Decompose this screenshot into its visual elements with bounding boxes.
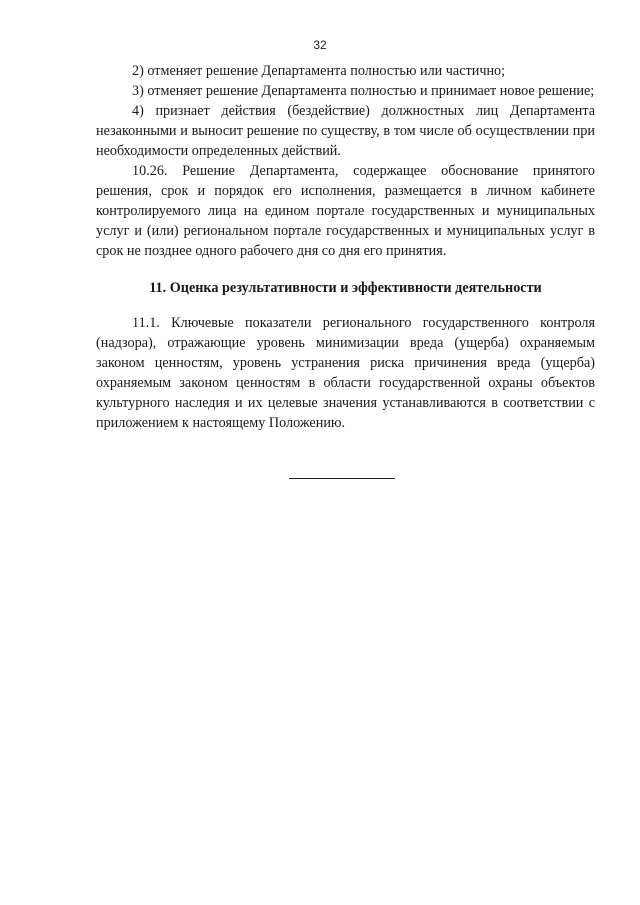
paragraph-10-26: 10.26. Решение Департамента, содержащее обоснование принятого решения, срок и порядок его исполнения, размещается в личном кабинете контролируемого лица на едином портале государственных и муниципальных услуг и (или) региональном портале государственных и муниципальных услуг в срок не позднее одного рабочего дня со дня его принятия. xyxy=(96,163,595,259)
end-separator-line xyxy=(289,478,395,479)
section-heading: 11. Оценка результативности и эффективности деятельности xyxy=(149,280,542,296)
page-number: 32 xyxy=(313,38,327,52)
paragraph-item-4: 4) признает действия (бездействие) должностных лиц Департамента незаконными и выносит решение по существу, в том числе об осуществлении при необходимости определенных действий. xyxy=(96,103,595,159)
paragraph-item-2: 2) отменяет решение Департамента полностью или частично; xyxy=(132,63,506,79)
document-body xyxy=(96,61,595,433)
paragraph-11-1: 11.1. Ключевые показатели регионального государственного контроля (надзора), отражающие уровень минимизации вреда (ущерба) охраняемым законом ценностям, уровень устранения риска причинения вреда (ущерба) охраняемым законом ценностям в области государственной охраны объектов культурного наследия и их целевые значения устанавливаются в соответствии с приложением к настоящему Положению. xyxy=(96,315,595,431)
paragraph-item-3: 3) отменяет решение Департамента полностью и принимает новое решение; xyxy=(132,83,595,99)
